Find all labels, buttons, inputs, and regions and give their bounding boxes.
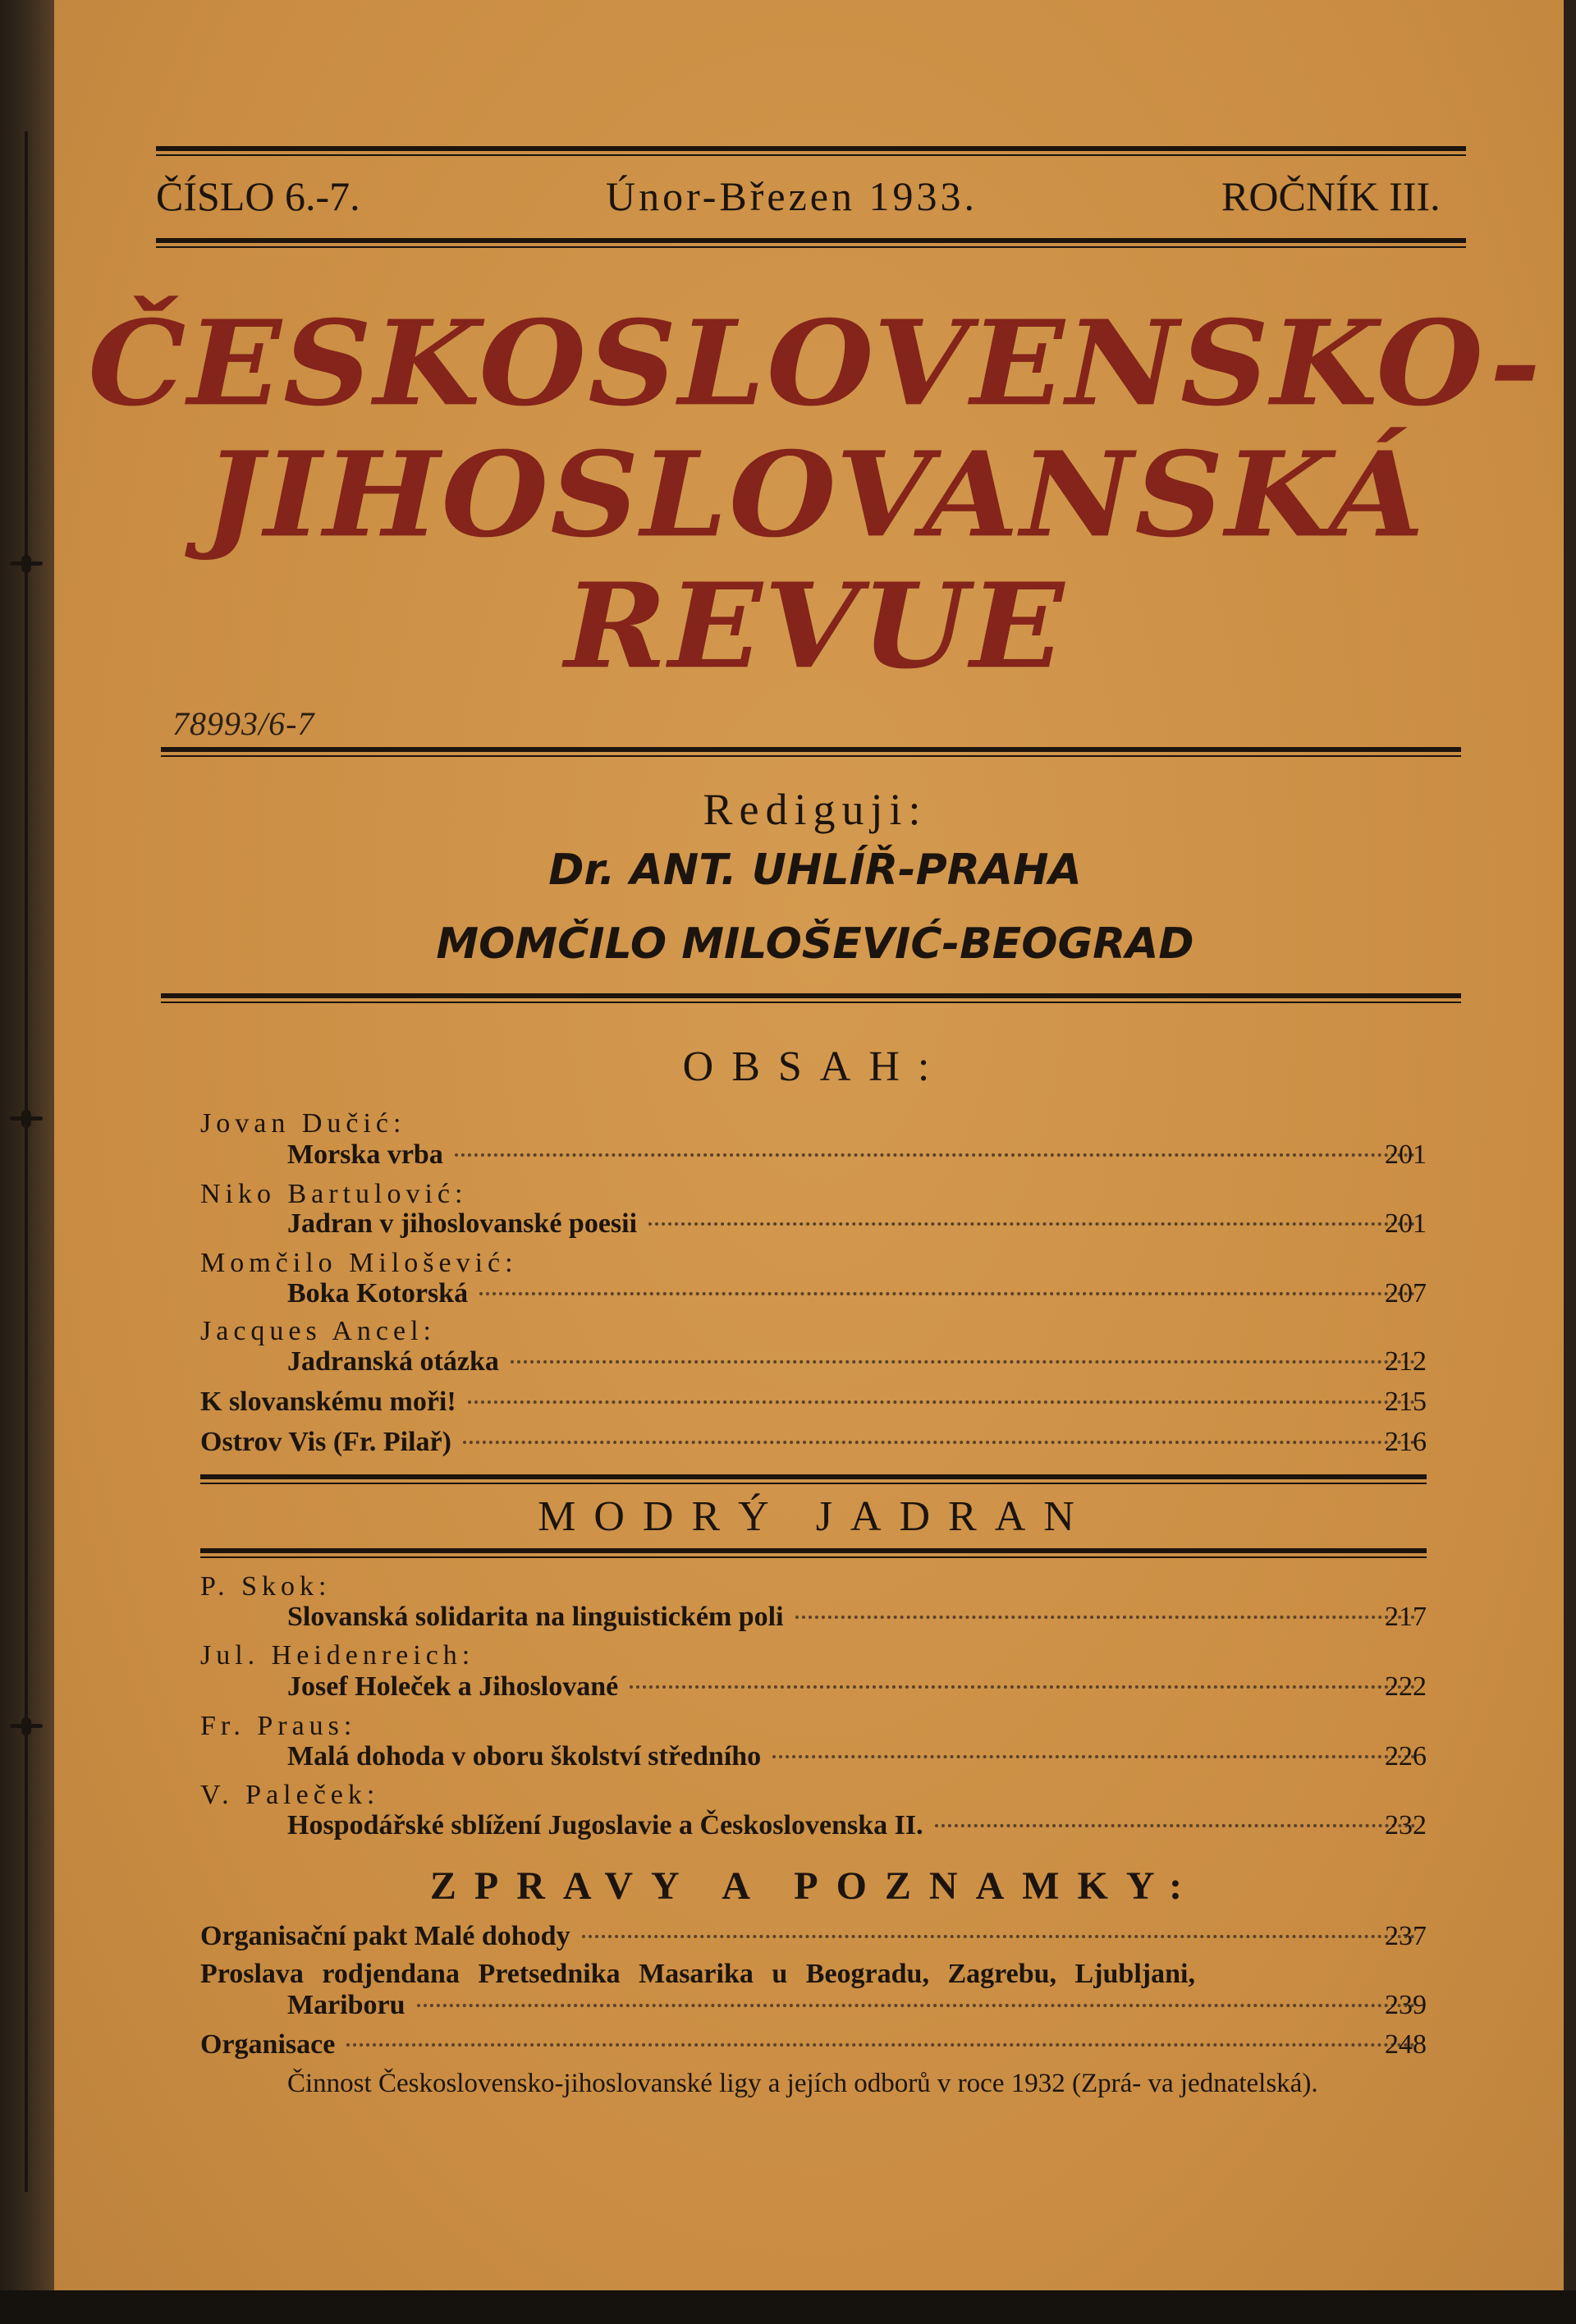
leader-dots	[468, 1400, 1415, 1404]
toc-entry	[200, 1387, 1427, 1418]
toc-author: Niko Bartulović:	[200, 1179, 468, 1209]
toc-page: 217	[1385, 1602, 1427, 1632]
toc-title: Malá dohoda v oboru školství středního	[287, 1741, 762, 1772]
toc-title: Organisace	[200, 2029, 336, 2060]
leader-dots	[463, 1441, 1415, 1444]
toc-title: Josef Holeček a Jihoslované	[287, 1671, 619, 1702]
inventory-number: 78993/6-7	[172, 705, 315, 742]
journal-title-line2: JIHOSLOVANSKÁ	[204, 426, 1427, 564]
toc-title: Ostrov Vis (Fr. Pilař)	[200, 1427, 451, 1457]
toc-note: Činnost Československo-jihoslovanské ligy a jejích odborů v roce 1932 (Zprá- va jednatelská).	[287, 2069, 1318, 2098]
leader-dots	[455, 1153, 1415, 1157]
toc-title: Jadran v jihoslovanské poesii	[287, 1208, 638, 1239]
toc-title: Proslava rodjendana Pretsednika Masarika u Beogradu, Zagrebu, Ljubljani,	[200, 1959, 1195, 1989]
toc-entry	[287, 1208, 1427, 1240]
toc-title: Hospodářské sblížení Jugoslavie a Československa II.	[287, 1810, 923, 1840]
toc-entry	[287, 1602, 1427, 1633]
leader-dots	[935, 1824, 1415, 1827]
toc-page: 212	[1385, 1346, 1427, 1377]
toc-page: 248	[1385, 2029, 1427, 2060]
toc-title: K slovanskému moři!	[200, 1387, 456, 1417]
toc-title: Morska vrba	[287, 1139, 443, 1170]
contents-heading: OBSAH:	[682, 1043, 948, 1090]
leader-dots	[648, 1222, 1415, 1226]
issue-date: Únor-Březen 1933.	[606, 173, 978, 219]
toc-entry	[287, 1741, 1427, 1772]
toc-title: Slovanská solidarita na linguistickém poli	[287, 1602, 784, 1632]
leader-dots	[417, 2004, 1415, 2007]
toc-entry	[200, 1921, 1427, 1952]
toc-entry	[287, 1671, 1427, 1703]
leader-dots	[346, 2043, 1415, 2047]
toc-entry	[287, 1278, 1427, 1309]
leader-dots	[479, 1292, 1415, 1295]
section-heading-modry-jadran: MODRÝ JADRAN	[538, 1493, 1093, 1540]
toc-entry	[200, 2029, 1427, 2060]
section-heading-zpravy: ZPRAVY A POZNAMKY:	[429, 1864, 1201, 1908]
leader-dots	[795, 1616, 1415, 1619]
editor-one: Dr. ANT. UHLÍŘ-PRAHA	[548, 846, 1082, 895]
issue-number: ČÍSLO 6.-7.	[156, 173, 360, 219]
toc-title: Organisační pakt Malé dohody	[200, 1921, 570, 1951]
toc-page: 237	[1385, 1921, 1427, 1951]
leader-dots	[630, 1685, 1415, 1689]
toc-title: Jadranská otázka	[287, 1346, 499, 1377]
leader-dots	[582, 1935, 1415, 1938]
toc-entry	[287, 1990, 1427, 2021]
toc-entry	[287, 1139, 1427, 1171]
toc-title: Mariboru	[287, 1990, 405, 2020]
toc-author: Jacques Ancel:	[200, 1316, 436, 1346]
toc-page: 201	[1385, 1139, 1427, 1170]
toc-author: Fr. Praus:	[200, 1711, 357, 1741]
toc-entry	[287, 1810, 1427, 1841]
leader-dots	[511, 1360, 1415, 1364]
toc-author: P. Skok:	[200, 1571, 332, 1602]
editors-label: Rediguji:	[703, 785, 928, 834]
toc-entry	[200, 1427, 1427, 1458]
section-rule	[200, 1474, 1427, 1484]
toc-page: 232	[1385, 1810, 1427, 1840]
editor-two: MOMČILO MILOŠEVIĆ-BEOGRAD	[436, 919, 1194, 969]
toc-page: 207	[1385, 1278, 1427, 1309]
toc-author: Jovan Dučić:	[200, 1108, 406, 1139]
toc-page: 222	[1385, 1671, 1427, 1702]
toc-page: 201	[1385, 1208, 1427, 1239]
toc-page: 226	[1385, 1741, 1427, 1772]
leader-dots	[772, 1755, 1415, 1758]
toc-page: 239	[1385, 1990, 1427, 2020]
toc-page: 215	[1385, 1387, 1427, 1417]
toc-author: Jul. Heidenreich:	[200, 1640, 475, 1671]
section-rule	[200, 1548, 1427, 1558]
toc-title: Boka Kotorská	[287, 1278, 469, 1309]
journal-title-line1: ČESKOSLOVENSKO-	[88, 295, 1542, 433]
volume-number: ROČNÍK III.	[1221, 173, 1441, 219]
toc-author: Momčilo Milošević:	[200, 1248, 518, 1278]
journal-title-line3: REVUE	[564, 557, 1066, 695]
toc-entry	[287, 1346, 1427, 1377]
toc-author: V. Paleček:	[200, 1780, 380, 1810]
toc-page: 216	[1385, 1427, 1427, 1457]
